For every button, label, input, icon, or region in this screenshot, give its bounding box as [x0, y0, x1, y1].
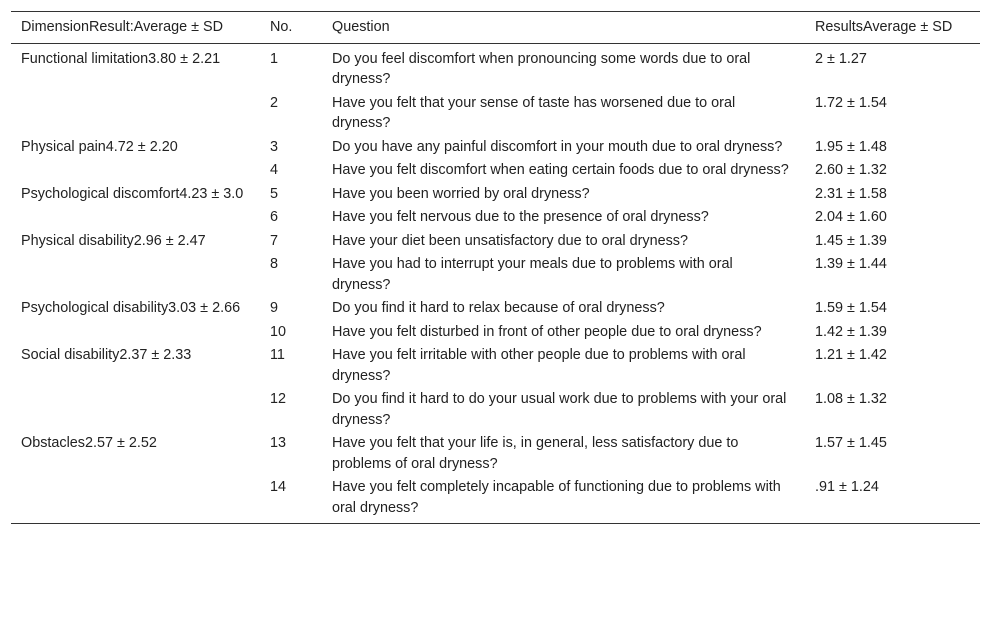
dimension-cell: Functional limitation3.80 ± 2.21	[21, 50, 221, 67]
dimension-cell	[11, 206, 260, 230]
dimension-cell: Physical pain4.72 ± 2.20	[21, 138, 178, 155]
question-cell: Do you find it hard to do your usual work due to problems with your oral dryness?	[332, 391, 787, 428]
result-cell: 1.21 ± 1.42	[815, 347, 887, 363]
question-cell: Have you felt that your sense of taste has worsened due to oral dryness?	[332, 94, 736, 131]
dimension-cell: Psychological disability3.03 ± 2.66	[21, 300, 241, 316]
table-row	[11, 432, 980, 476]
table-row	[11, 320, 980, 344]
question-cell: Have you felt nervous due to the presence of oral dryness?	[332, 209, 709, 225]
question-cell: Have you had to interrupt your meals due to problems with oral dryness?	[332, 256, 733, 293]
result-cell: 2.60 ± 1.32	[815, 162, 887, 178]
table-row	[11, 159, 980, 183]
number-cell: 12	[270, 391, 287, 407]
number-cell: 1	[270, 50, 279, 67]
result-cell: 1.95 ± 1.48	[815, 138, 887, 155]
oral-dryness-results-table	[11, 12, 980, 523]
ohip-table-container	[11, 11, 980, 524]
table-row	[11, 182, 980, 206]
question-cell: Have you been worried by oral dryness?	[332, 185, 590, 202]
dimension-cell	[11, 253, 260, 297]
number-cell: 5	[270, 185, 279, 202]
dimension-cell: Social disability2.37 ± 2.33	[21, 347, 192, 363]
number-cell: 11	[270, 347, 285, 363]
header-dimension: DimensionResult:Average ± SD	[11, 12, 260, 43]
table-header-row	[11, 12, 980, 43]
number-cell: 7	[270, 232, 279, 249]
question-cell: Have your diet been unsatisfactory due to oral dryness?	[332, 232, 688, 249]
table-row	[11, 297, 980, 321]
table-row	[11, 388, 980, 432]
table-row	[11, 229, 980, 253]
table-row	[11, 91, 980, 135]
question-cell: Have you felt disturbed in front of other people due to oral dryness?	[332, 323, 762, 340]
dimension-cell	[11, 320, 260, 344]
question-cell: Have you felt irritable with other people due to problems with oral dryness?	[332, 347, 746, 384]
result-cell: 1.08 ± 1.32	[815, 391, 887, 407]
result-cell: 2.04 ± 1.60	[815, 209, 887, 225]
question-cell: Have you felt discomfort when eating certain foods due to oral dryness?	[332, 162, 789, 178]
number-cell: 13	[270, 435, 287, 451]
dimension-cell: Physical disability2.96 ± 2.47	[21, 232, 206, 249]
dimension-cell	[11, 159, 260, 183]
result-cell: 1.59 ± 1.54	[815, 300, 887, 316]
table-row	[11, 476, 980, 524]
number-cell: 2	[270, 94, 279, 111]
dimension-cell	[11, 476, 260, 524]
question-cell: Do you feel discomfort when pronouncing some words due to oral dryness?	[332, 50, 751, 87]
question-cell: Have you felt completely incapable of functioning due to problems with oral dryness?	[332, 479, 781, 516]
table-row	[11, 344, 980, 388]
dimension-cell: Psychological discomfort4.23 ± 3.0	[21, 185, 244, 202]
header-results: ResultsAverage ± SD	[805, 12, 980, 43]
number-cell: 3	[270, 138, 279, 155]
result-cell: 1.39 ± 1.44	[815, 256, 887, 272]
number-cell: 6	[270, 209, 279, 225]
table-row	[11, 43, 980, 91]
dimension-cell: Obstacles2.57 ± 2.52	[21, 435, 157, 451]
result-cell: 2 ± 1.27	[815, 50, 867, 67]
table-row	[11, 135, 980, 159]
result-cell: .91 ± 1.24	[815, 479, 879, 495]
number-cell: 10	[270, 323, 287, 340]
result-cell: 1.42 ± 1.39	[815, 323, 887, 340]
number-cell: 9	[270, 300, 279, 316]
result-cell: 1.72 ± 1.54	[815, 94, 887, 111]
number-cell: 4	[270, 162, 279, 178]
table-row	[11, 253, 980, 297]
header-question: Question	[322, 12, 805, 43]
number-cell: 14	[270, 479, 287, 495]
result-cell: 1.57 ± 1.45	[815, 435, 887, 451]
table-row	[11, 206, 980, 230]
dimension-cell	[11, 388, 260, 432]
result-cell: 2.31 ± 1.58	[815, 185, 887, 202]
question-cell: Do you find it hard to relax because of oral dryness?	[332, 300, 665, 316]
number-cell: 8	[270, 256, 279, 272]
header-number: No.	[260, 12, 322, 43]
question-cell: Have you felt that your life is, in general, less satisfactory due to problems of oral dryness?	[332, 435, 739, 472]
result-cell: 1.45 ± 1.39	[815, 232, 887, 249]
question-cell: Do you have any painful discomfort in your mouth due to oral dryness?	[332, 138, 783, 155]
dimension-cell	[11, 91, 260, 135]
